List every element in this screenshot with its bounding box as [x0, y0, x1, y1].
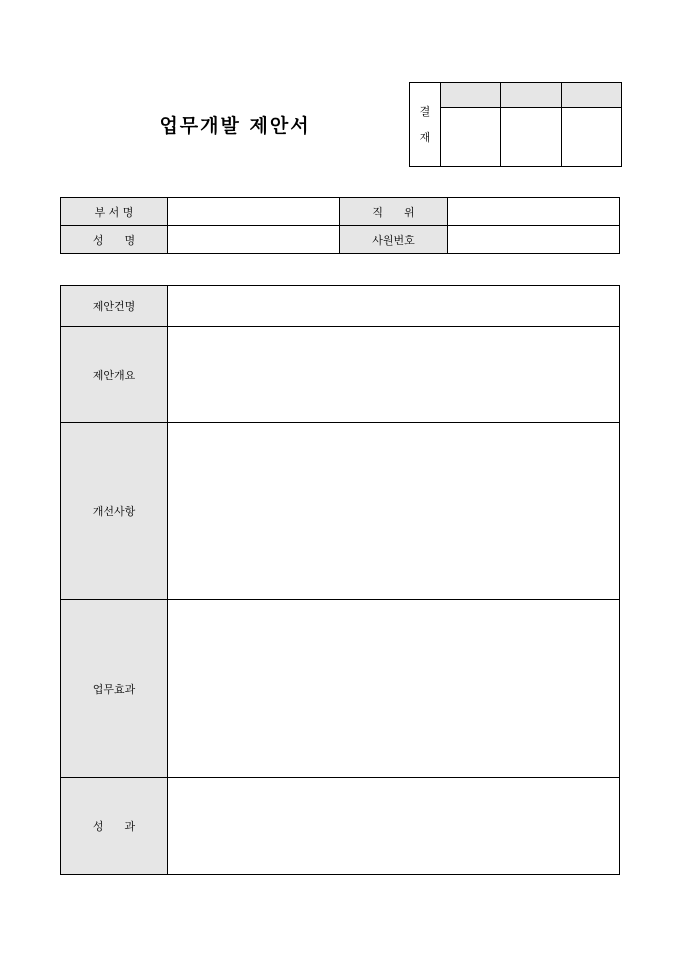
proposal-table	[60, 285, 620, 875]
name-field[interactable]	[168, 226, 340, 254]
approval-label-top: 결	[419, 104, 431, 118]
work-effect-label: 업무효과	[61, 600, 168, 778]
approval-label-bottom: 재	[419, 130, 431, 144]
position-field[interactable]	[448, 198, 620, 226]
improvements-field[interactable]	[168, 423, 620, 600]
improvements-label: 개선사항	[61, 423, 168, 600]
approval-sign-2[interactable]	[501, 108, 561, 167]
approval-sign-1[interactable]	[441, 108, 501, 167]
page-title: 업무개발 제안서	[159, 115, 311, 137]
results-label: 성 과	[61, 778, 168, 875]
approval-header-1	[441, 83, 501, 108]
proposal-title-field[interactable]	[168, 286, 620, 327]
proposal-summary-label: 제안개요	[61, 327, 168, 423]
results-field[interactable]	[168, 778, 620, 875]
applicant-info-table	[60, 197, 620, 254]
department-field[interactable]	[168, 198, 340, 226]
approval-label	[410, 83, 441, 167]
approval-header-2	[501, 83, 561, 108]
employee-id-field[interactable]	[448, 226, 620, 254]
proposal-title-label: 제안건명	[61, 286, 168, 327]
approval-sign-3[interactable]	[561, 108, 621, 167]
approval-box	[409, 82, 622, 167]
work-effect-field[interactable]	[168, 600, 620, 778]
position-label: 직 위	[340, 198, 448, 226]
proposal-summary-field[interactable]	[168, 327, 620, 423]
approval-header-3	[561, 83, 621, 108]
name-label: 성 명	[61, 226, 168, 254]
department-label: 부 서 명	[61, 198, 168, 226]
employee-id-label: 사원번호	[340, 226, 448, 254]
